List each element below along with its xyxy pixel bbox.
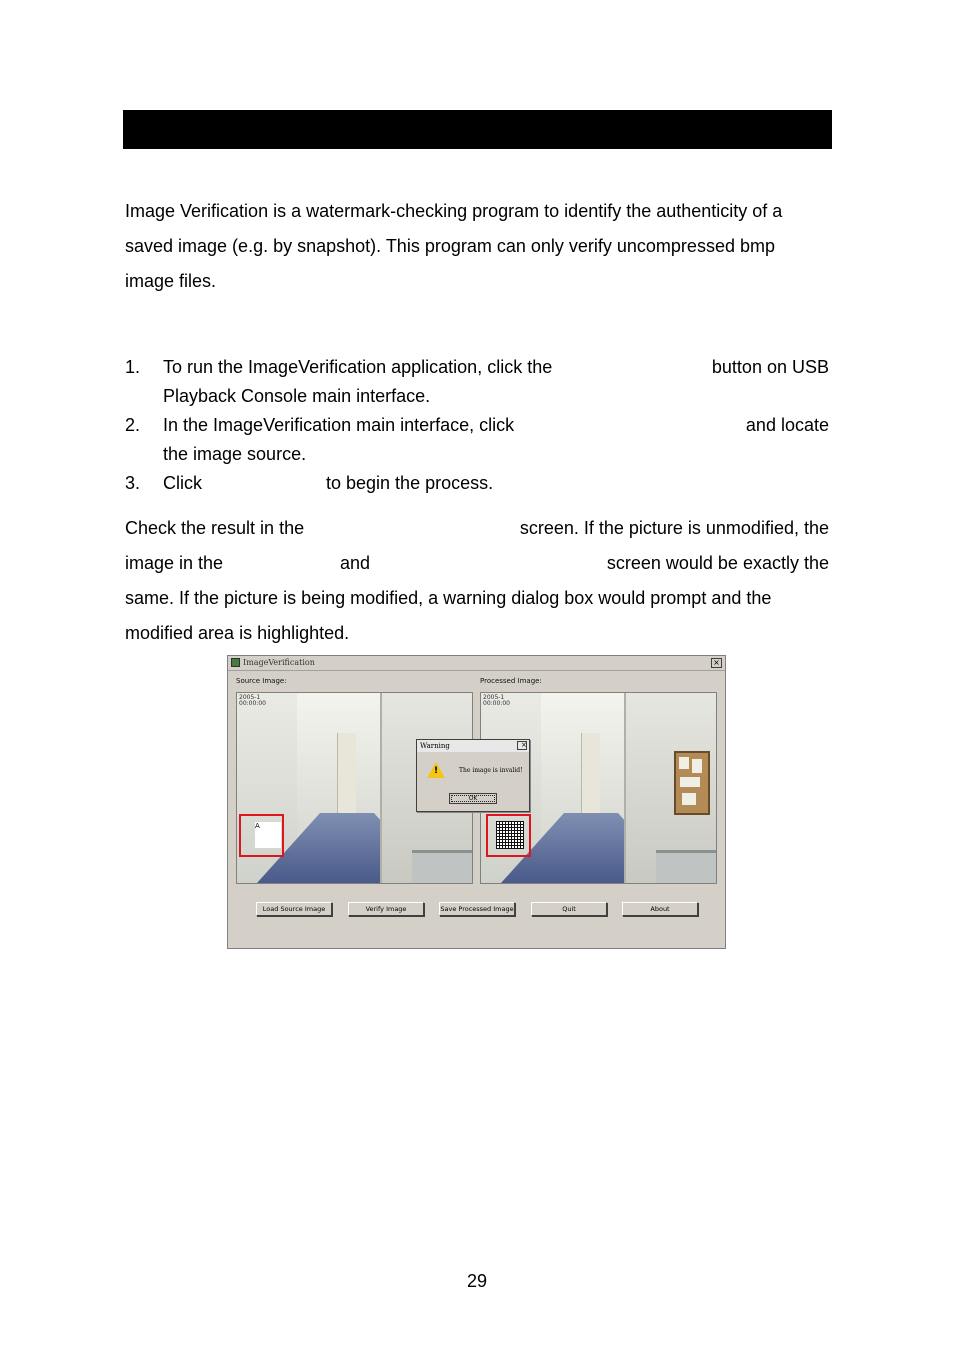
result-line-3: same. If the picture is being modified, a warning dialog box would prompt and the [125,588,772,608]
window-titlebar [228,656,725,671]
step-3-text-a: Click [163,473,202,493]
result-text-2c: screen would be exactly the [606,553,829,573]
dialog-titlebar [417,740,529,752]
step-3-text-b: to begin the process. [326,473,494,493]
app-icon [231,658,240,667]
step-1: 1. To run the ImageVerification application, click the button on USB Playback Console main interface. [125,353,829,411]
source-image-label: Source Image: [236,677,287,685]
about-button[interactable]: About [622,902,698,916]
steps-list [125,353,829,498]
intro-line-2: saved image (e.g. by snapshot). This program can only verify uncompressed bmp [125,236,775,256]
step-2-text-b: and locate [745,415,829,435]
source-highlight-box [239,814,284,857]
processed-timestamp: 2005-1 00:00:00 [483,694,510,707]
dialog-message: The image is invalid! [459,767,523,774]
image-verification-window [227,655,726,949]
result-text-1a: Check the result in the [125,518,305,538]
intro-line-3: image files. [125,271,217,291]
step-1-text-a: To run the ImageVerification application, click the [163,357,553,377]
intro-paragraph [125,194,829,299]
window-title: ImageVerification [243,658,315,667]
modified-area-highlight [486,814,531,857]
step-2: 2. In the ImageVerification main interface, click and locate the image source. [125,411,829,469]
modified-grid-patch [496,821,524,849]
source-timestamp: 2005-1 00:00:00 [239,694,266,707]
dialog-title: Warning [420,742,450,750]
verify-image-button[interactable]: Verify Image [348,902,424,916]
dialog-ok-button[interactable]: OK [449,793,497,804]
quit-button[interactable]: Quit [531,902,607,916]
result-text-2b: and [339,553,370,573]
section-title-bar [123,110,832,149]
step-1-text-c: Playback Console main interface. [163,386,431,406]
step-1-text-b: button on USB [711,357,829,377]
result-line-4: modified area is highlighted. [125,623,350,643]
result-text-2a: image in the [125,553,224,573]
load-source-image-button[interactable]: Load Source Image [256,902,332,916]
save-processed-image-button[interactable]: Save Processed Image [439,902,515,916]
window-close-button[interactable]: × [711,658,722,668]
warning-dialog [416,739,530,812]
step-2-text-a: In the ImageVerification main interface, click [163,415,515,435]
intro-line-1: Image Verification is a watermark-checking program to identify the authenticity of a [125,201,783,221]
step-3: 3. Click to begin the process. [125,473,494,493]
result-text-1b: screen. If the picture is unmodified, the [519,518,829,538]
source-patch: A [255,822,281,848]
processed-image-label: Processed Image: [480,677,542,685]
notice-board [674,751,710,815]
page-number: 29 [466,1271,488,1291]
warning-mark-icon: ! [434,766,439,776]
dialog-close-button[interactable]: × [517,741,527,750]
step-2-text-c: the image source. [163,444,307,464]
result-paragraph [125,511,829,651]
